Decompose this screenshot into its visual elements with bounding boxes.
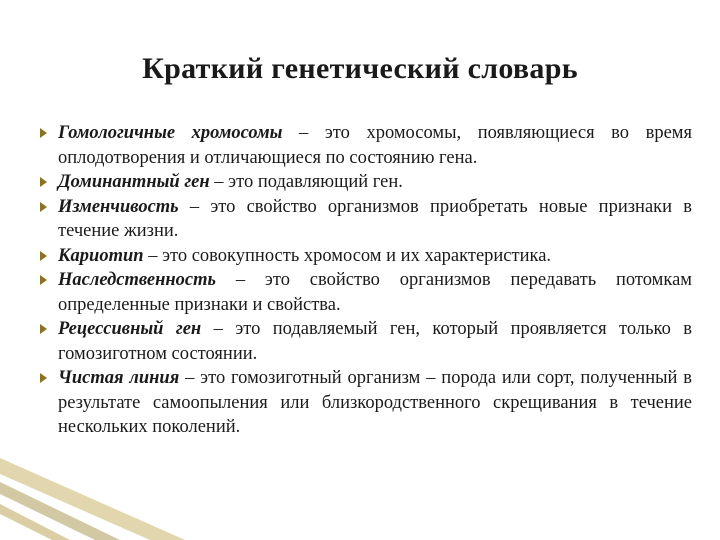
slide-title: Краткий генетический словарь bbox=[142, 52, 578, 85]
glossary-item-karyotype bbox=[42, 244, 692, 269]
triangle-right-icon bbox=[40, 177, 47, 187]
glossary-list bbox=[42, 121, 692, 440]
triangle-right-icon bbox=[40, 128, 47, 138]
glossary-item-dominant-gene bbox=[42, 170, 692, 195]
glossary-item-variability bbox=[42, 195, 692, 244]
term: Доминантный ген bbox=[58, 172, 210, 192]
term: Кариотип bbox=[58, 245, 144, 266]
glossary-item-pure-line bbox=[42, 366, 692, 440]
definition: – это подавляющий ген. bbox=[209, 172, 403, 192]
triangle-right-icon bbox=[40, 202, 47, 212]
definition: – это свойство организмов передавать потомкам определенные признаки и свойства. bbox=[58, 270, 692, 315]
triangle-right-icon bbox=[40, 275, 47, 285]
term: Рецессивный ген bbox=[58, 319, 202, 339]
term: Изменчивость bbox=[58, 196, 179, 217]
term: Чистая линия bbox=[58, 368, 180, 388]
term: Наследственность bbox=[58, 270, 216, 290]
triangle-right-icon bbox=[40, 324, 47, 334]
definition: – это хромосомы, появляющиеся во время оплодотворения и отличающиеся по состоянию гена. bbox=[58, 123, 693, 168]
definition: – это подавляемый ген, который проявляется только в гомозиготном состоянии. bbox=[58, 319, 692, 364]
glossary-item-recessive-gene bbox=[42, 317, 692, 366]
triangle-right-icon bbox=[40, 373, 47, 383]
decorative-gold-stripes bbox=[0, 440, 200, 540]
definition: – это совокупность хромосом и их характеристика. bbox=[143, 245, 552, 266]
term: Гомологичные хромосомы bbox=[58, 123, 283, 143]
definition: – это свойство организмов приобретать новые признаки в течение жизни. bbox=[58, 196, 692, 241]
triangle-right-icon bbox=[40, 251, 47, 261]
glossary-item-homologous-chromosomes bbox=[42, 121, 692, 170]
definition: – это гомозиготный организм – порода или сорт, полученный в результате самоопыления или близкородственного скрещивания в течение нескольких поколений. bbox=[58, 368, 692, 437]
glossary-item-heredity bbox=[42, 268, 692, 317]
